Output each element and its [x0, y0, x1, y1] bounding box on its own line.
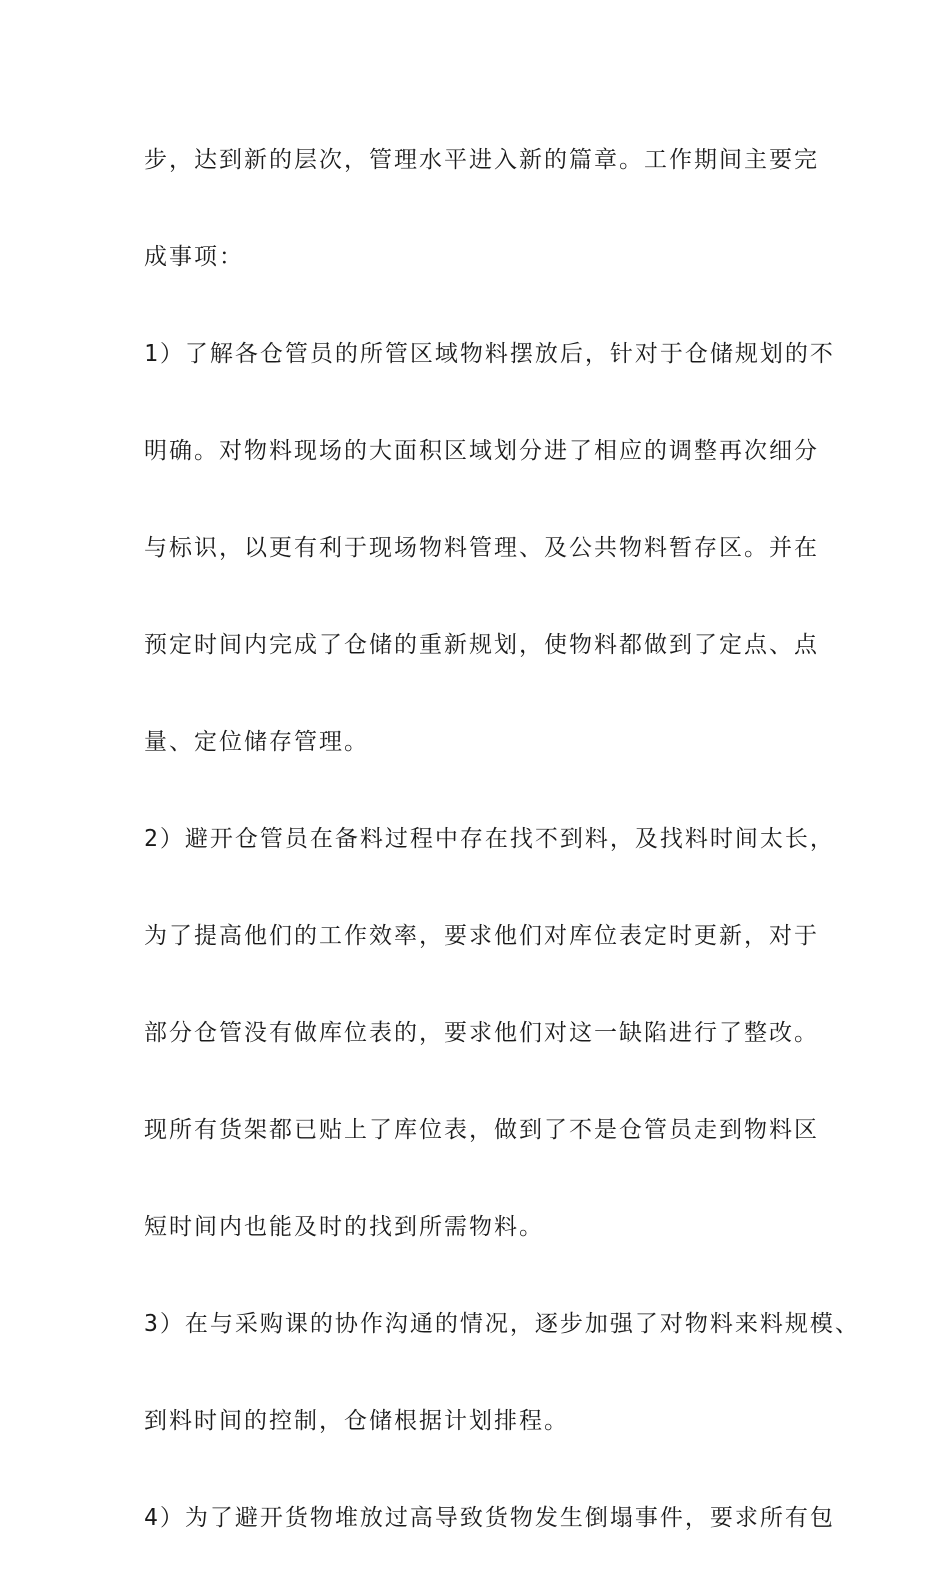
- text-line: 成事项：: [144, 244, 244, 270]
- text-line: 与标识，以更有利于现场物料管理、及公共物料暂存区。并在: [144, 535, 819, 561]
- text-line: 4）为了避开货物堆放过高导致货物发生倒塌事件，要求所有包: [144, 1505, 835, 1531]
- text-line: 2）避开仓管员在备料过程中存在找不到料，及找料时间太长，: [144, 826, 835, 852]
- text-line: 到料时间的控制，仓储根据计划排程。: [144, 1408, 569, 1434]
- text-line: 量、定位储存管理。: [144, 729, 369, 755]
- text-line: 部分仓管没有做库位表的，要求他们对这一缺陷进行了整改。: [144, 1020, 819, 1046]
- text-line: 1）了解各仓管员的所管区域物料摆放后，针对于仓储规划的不: [144, 341, 835, 367]
- text-line: 现所有货架都已贴上了库位表，做到了不是仓管员走到物料区: [144, 1117, 819, 1143]
- text-line: 短时间内也能及时的找到所需物料。: [144, 1214, 544, 1240]
- text-line: 为了提高他们的工作效率，要求他们对库位表定时更新，对于: [144, 923, 819, 949]
- body-text: [144, 136, 860, 1591]
- text-line: 明确。对物料现场的大面积区域划分进了相应的调整再次细分: [144, 438, 819, 464]
- text-line: 3）在与采购课的协作沟通的情况，逐步加强了对物料来料规模、: [144, 1311, 860, 1337]
- text-line: 步，达到新的层次，管理水平进入新的篇章。工作期间主要完: [144, 147, 819, 173]
- text-line: 预定时间内完成了仓储的重新规划，使物料都做到了定点、点: [144, 632, 819, 658]
